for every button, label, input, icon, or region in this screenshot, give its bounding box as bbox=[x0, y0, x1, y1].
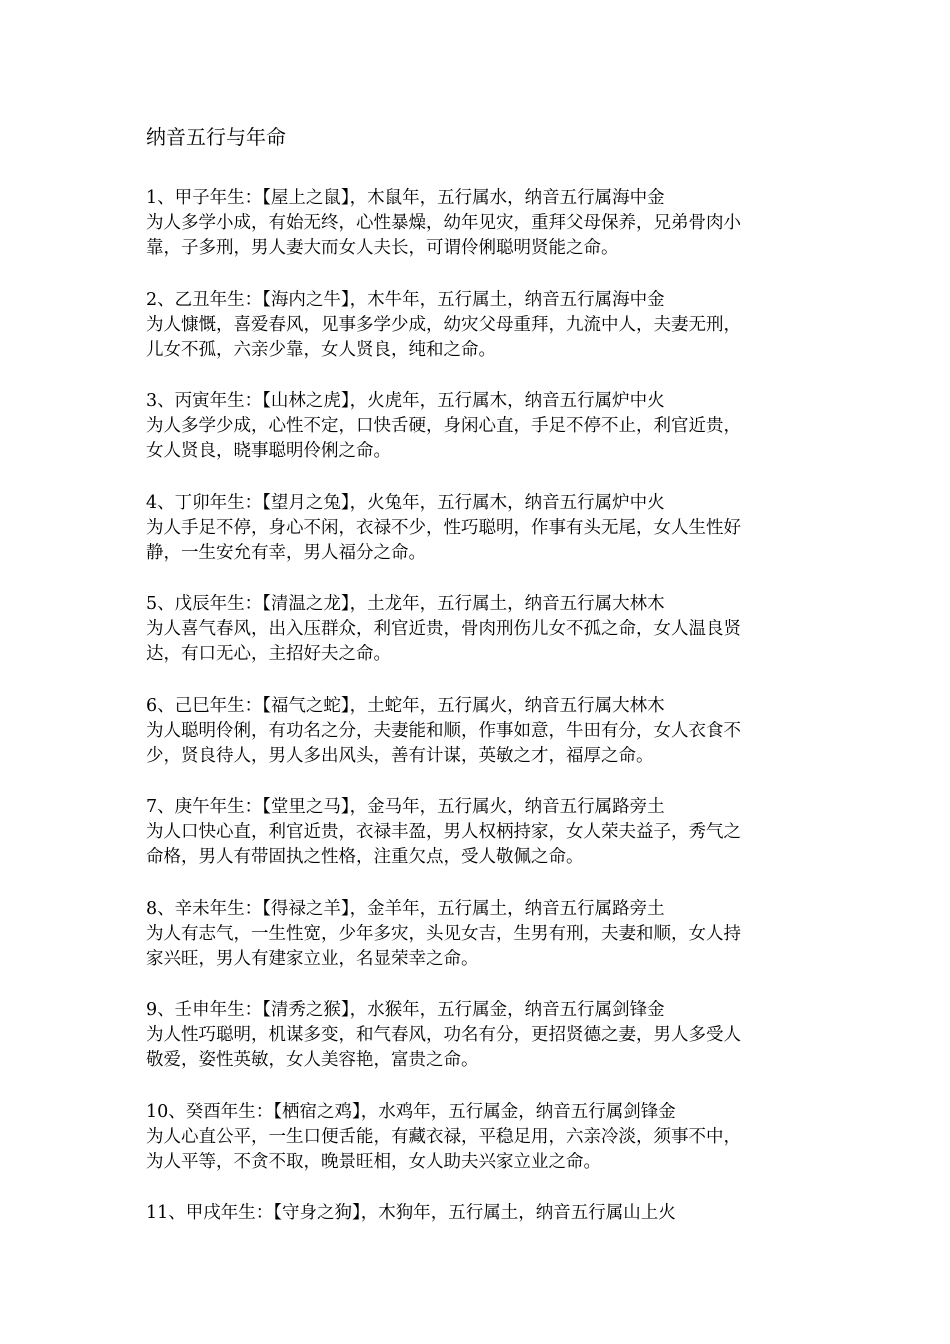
zodiac-entry bbox=[146, 897, 816, 972]
document-title: 纳音五行与年命 bbox=[146, 125, 286, 149]
entry-heading: 2、乙丑年生：【海内之牛】，木牛年，五行属土，纳音五行属海中金 bbox=[146, 289, 665, 310]
entry-heading: 4、丁卯年生：【望月之兔】，火兔年，五行属木，纳音五行属炉中火 bbox=[146, 492, 665, 513]
entry-heading: 7、庚午年生：【堂里之马】，金马年，五行属火，纳音五行属路旁土 bbox=[146, 797, 665, 817]
entry-body-line: 为人手足不停，身心不闲，衣禄不少，性巧聪明，作事有头无尾，女人生性好 bbox=[146, 517, 741, 538]
entry-heading: 1、甲子年生：【屋上之鼠】，木鼠年，五行属水，纳音五行属海中金 bbox=[146, 188, 665, 208]
entry-body-line: 靠，子多刑，男人妻大而女人夫长，可谓伶俐聪明贤能之命。 bbox=[146, 238, 619, 258]
entry-heading: 3、丙寅年生：【山林之虎】，火虎年，五行属木，纳音五行属炉中火 bbox=[146, 391, 665, 411]
entry-body-line: 少，贤良待人，男人多出风头，善有计谋，英敏之才，福厚之命。 bbox=[146, 745, 654, 766]
entry-body-line: 为人喜气春风，出入压群众，利官近贵，骨肉刑伤儿女不孤之命，女人温良贤 bbox=[146, 619, 741, 639]
zodiac-entry bbox=[146, 1201, 816, 1226]
entry-body-line: 敬爱，姿性英敏，女人美容艳，富贵之命。 bbox=[146, 1050, 479, 1070]
entry-body-line: 为人多学少成，心性不定，口快舌硬，身闲心直，手足不停不止，利官近贵， bbox=[146, 416, 741, 436]
entry-heading: 8、辛未年生：【得禄之羊】，金羊年，五行属土，纳音五行属路旁土 bbox=[146, 898, 665, 919]
entry-heading: 10、癸酉年生：【栖宿之鸡】，水鸡年，五行属金，纳音五行属剑锋金 bbox=[146, 1101, 676, 1122]
entry-body-line: 为人心直公平，一生口便舌能，有藏衣禄，平稳足用，六亲冷淡，须事不中， bbox=[146, 1126, 741, 1147]
entry-body-line: 家兴旺，男人有建家立业，名显荣幸之命。 bbox=[146, 948, 479, 969]
entry-list bbox=[146, 186, 816, 1253]
entry-body-line: 为人性巧聪明，机谋多变，和气春风，功名有分，更招贤德之妻，男人多受人 bbox=[146, 1025, 741, 1045]
entry-body-line: 静，一生安允有幸，男人福分之命。 bbox=[146, 542, 426, 563]
zodiac-entry bbox=[146, 389, 816, 464]
entry-body-line: 为人聪明伶俐，有功名之分，夫妻能和顺，作事如意，牛田有分，女人衣食不 bbox=[146, 720, 741, 741]
zodiac-entry bbox=[146, 186, 816, 261]
entry-body-line: 儿女不孤，六亲少靠，女人贤良，纯和之命。 bbox=[146, 339, 496, 360]
entry-body-line: 为人口快心直，利官近贵，衣禄丰盈，男人权柄持家，女人荣夫益子，秀气之 bbox=[146, 822, 741, 842]
entry-body-line: 为人慷慨，喜爱春风，见事多学少成，幼灾父母重拜，九流中人，夫妻无刑， bbox=[146, 314, 741, 335]
entry-body-line: 达，有口无心，主招好夫之命。 bbox=[146, 644, 391, 664]
entry-body-line: 为人平等，不贪不取，晚景旺相，女人助夫兴家立业之命。 bbox=[146, 1151, 601, 1172]
entry-body-line: 命格，男人有带固执之性格，注重欠点，受人敬佩之命。 bbox=[146, 847, 584, 867]
entry-body-line: 为人有志气，一生性宽，少年多灾，头见女吉，生男有刑，夫妻和顺，女人持 bbox=[146, 923, 741, 944]
entry-heading: 9、壬申年生：【清秀之猴】，水猴年，五行属金，纳音五行属剑锋金 bbox=[146, 1000, 665, 1020]
entry-heading: 11、甲戌年生：【守身之狗】，木狗年，五行属土，纳音五行属山上火 bbox=[146, 1203, 676, 1223]
zodiac-entry bbox=[146, 1100, 816, 1175]
zodiac-entry bbox=[146, 592, 816, 667]
zodiac-entry bbox=[146, 288, 816, 363]
zodiac-entry bbox=[146, 795, 816, 870]
entry-body-line: 女人贤良，晓事聪明伶俐之命。 bbox=[146, 441, 391, 461]
zodiac-entry bbox=[146, 694, 816, 769]
entry-heading: 6、己巳年生：【福气之蛇】，土蛇年，五行属火，纳音五行属大林木 bbox=[146, 695, 665, 716]
zodiac-entry bbox=[146, 491, 816, 566]
entry-body-line: 为人多学小成，有始无终，心性暴燥，幼年见灾，重拜父母保养，兄弟骨肉小 bbox=[146, 213, 741, 233]
entry-heading: 5、戊辰年生：【清温之龙】，土龙年，五行属土，纳音五行属大林木 bbox=[146, 594, 665, 614]
zodiac-entry bbox=[146, 998, 816, 1073]
